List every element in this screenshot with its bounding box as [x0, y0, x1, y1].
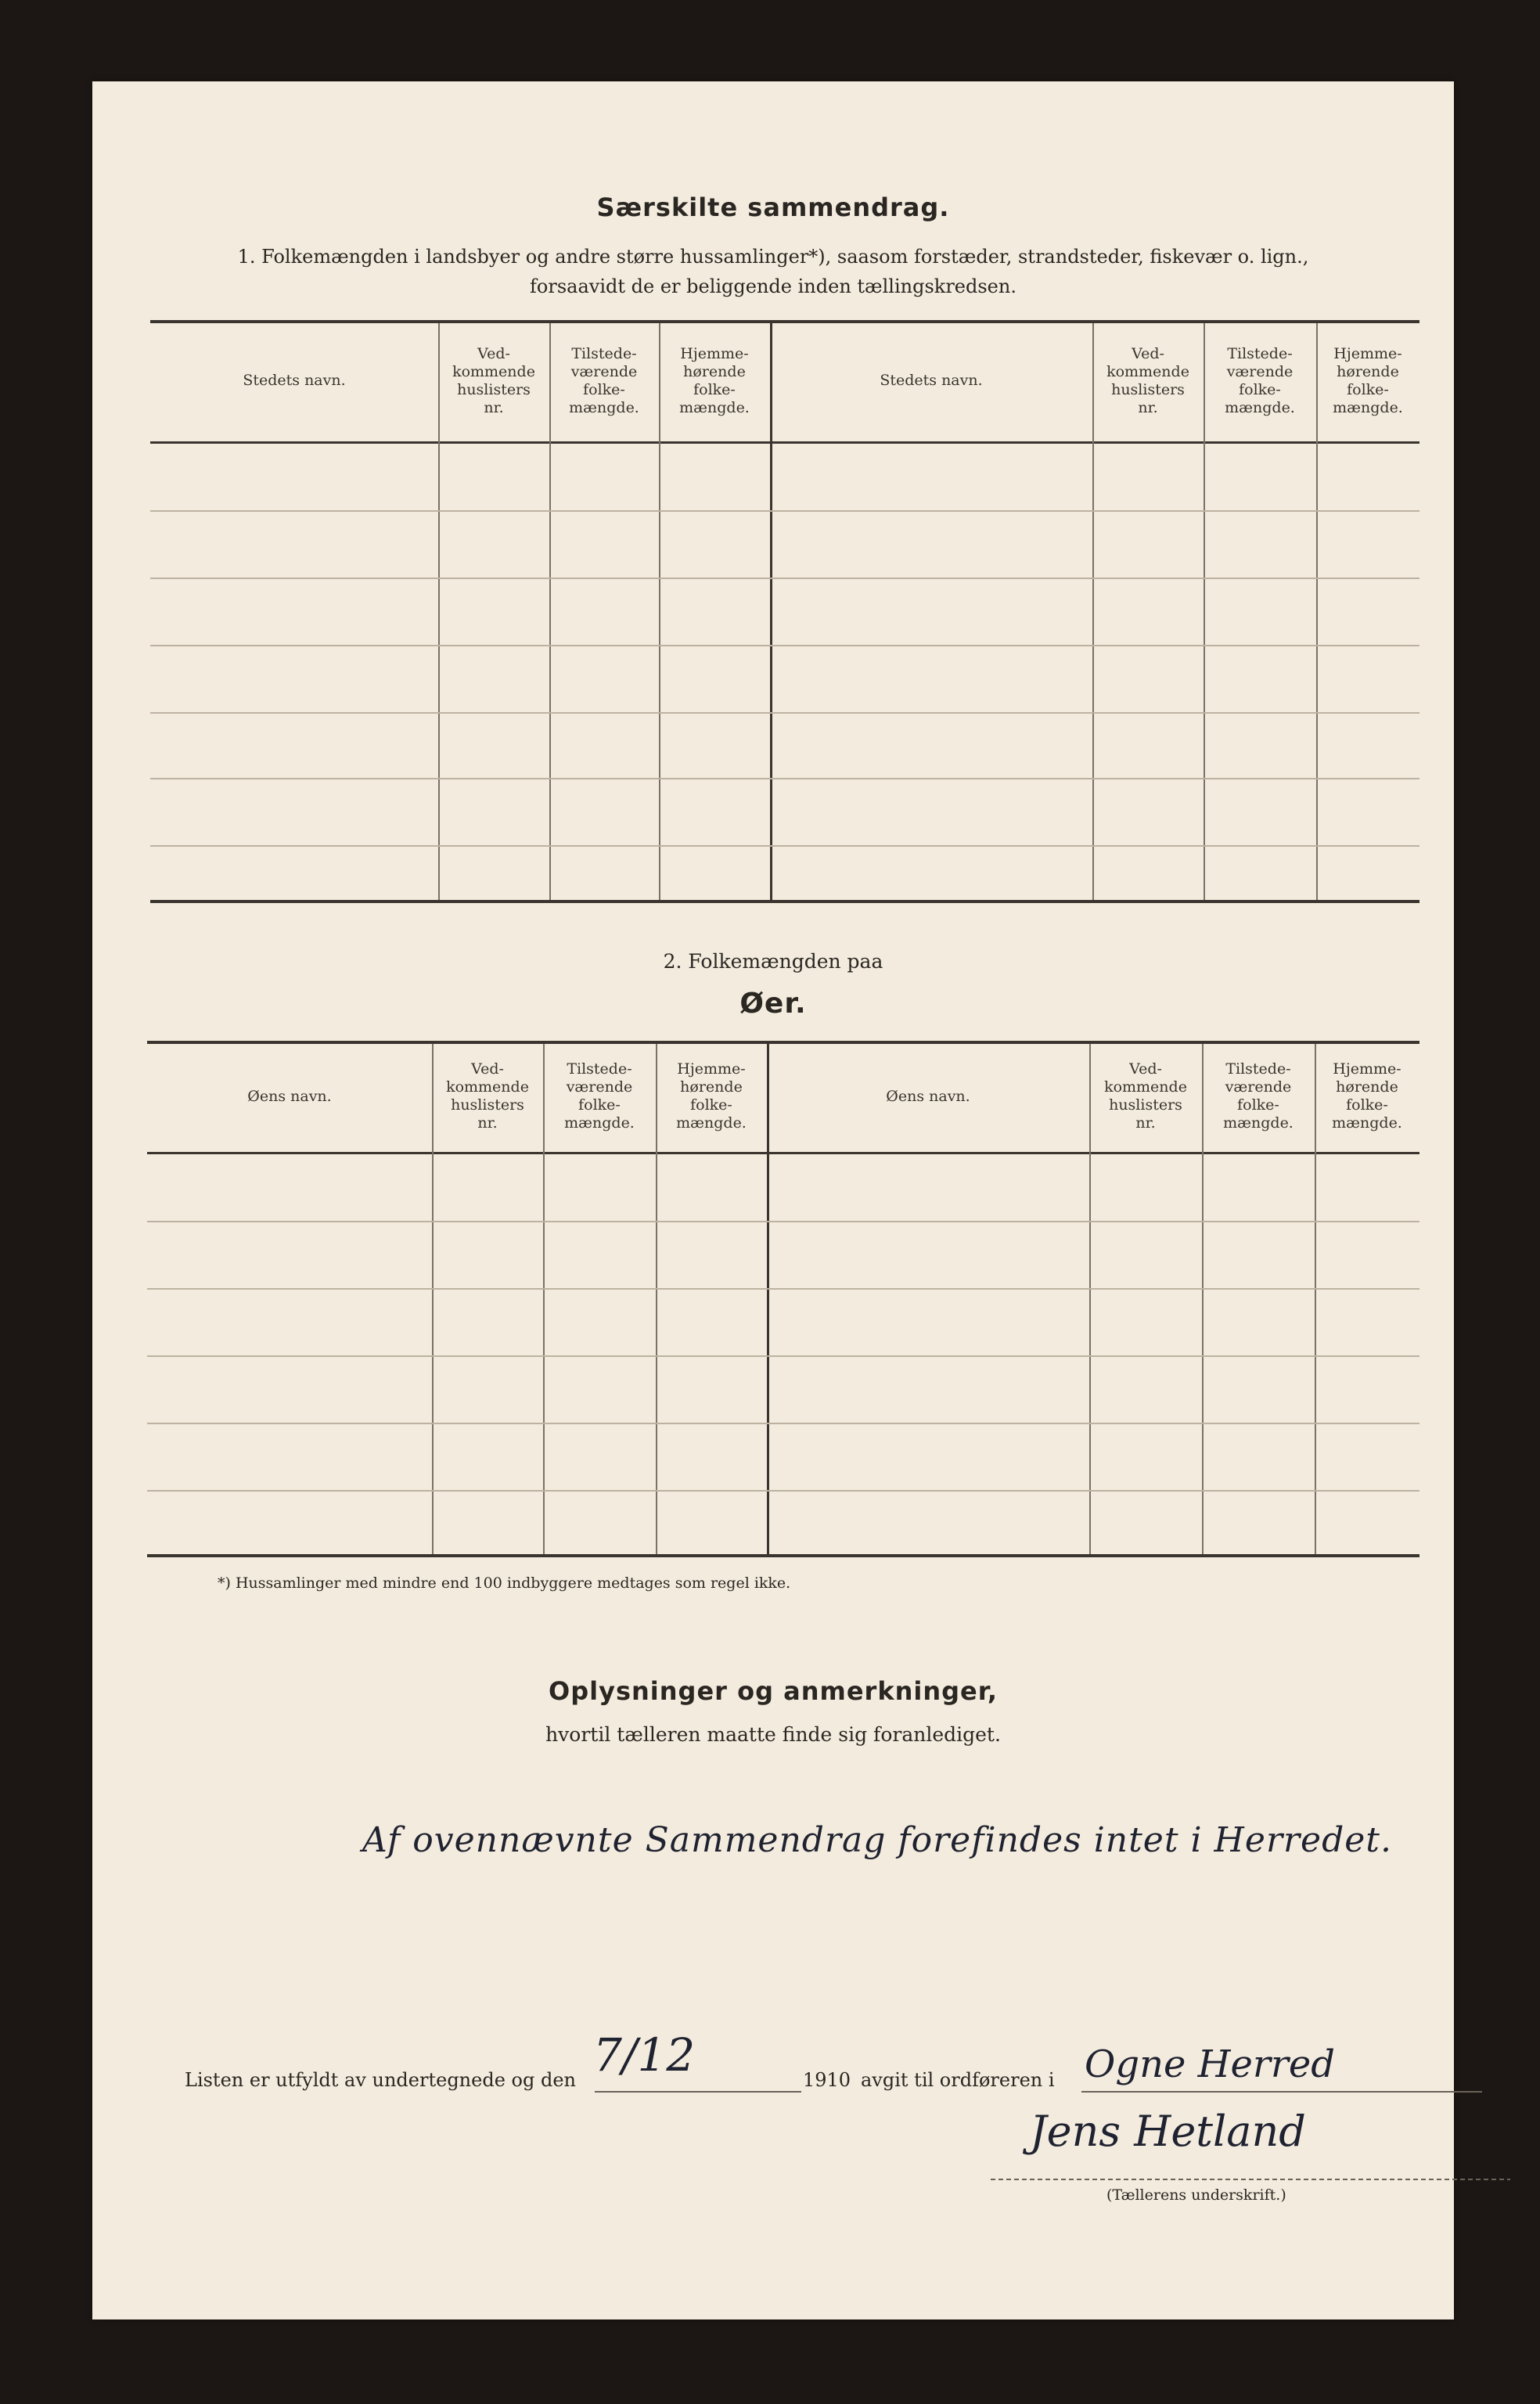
column-header-line: Tilstede- [1227, 344, 1293, 362]
table-row [150, 845, 1419, 847]
column-header [767, 1088, 1089, 1106]
column-header-line: Ved- [471, 1060, 504, 1078]
column-header-line: Ved- [1132, 344, 1164, 362]
column-header-line: huslisters [451, 1096, 524, 1114]
column-header-line: Tilstede- [1225, 1060, 1291, 1078]
column-header-line: mængde. [564, 1114, 635, 1132]
column-header-line: hørende [683, 362, 746, 380]
column-header-line: værende [1225, 1078, 1292, 1096]
table-row [147, 1221, 1419, 1222]
column-header-line: Tilstede- [567, 1060, 632, 1078]
document-page [92, 81, 1454, 2319]
column-header-line: folke- [1239, 380, 1281, 398]
signature-line-middle: avgit til ordføreren i [861, 2069, 1055, 2091]
table-row [147, 1490, 1419, 1492]
column-header-line: folke- [690, 1096, 732, 1114]
section1-heading: 1. Folkemængden i landsbyer og andre større hussamlinger*), saasom forstæder, strandsteder, fiskevær o. lign., [237, 246, 1309, 268]
column-header-line: hørende [1336, 1078, 1398, 1096]
column-header [770, 372, 1092, 390]
column-header [150, 372, 438, 390]
column-header-line: værende [1226, 362, 1294, 380]
column-header [1089, 1060, 1202, 1132]
column-header [659, 345, 770, 417]
column-header-line: kommende [452, 362, 535, 380]
column-divider [767, 1044, 769, 1554]
column-header [543, 1060, 656, 1132]
column-header-line: huslisters [1111, 380, 1185, 398]
signature-line-prefix: Listen er utfyldt av undertegnede og den [185, 2069, 577, 2091]
footnote: *) Hussamlinger med mindre end 100 indbyggere medtages som regel ikke. [218, 1574, 791, 1592]
column-header [656, 1060, 767, 1132]
signature-underline [991, 2179, 1510, 2180]
table-header-rule [147, 1152, 1419, 1154]
column-divider [770, 323, 772, 900]
column-header-line: nr. [1138, 398, 1158, 416]
signature-caption: (Tællerens underskrift.) [1106, 2186, 1286, 2204]
year-text: 1910 [803, 2069, 851, 2091]
column-header-line: huslisters [457, 380, 531, 398]
page-title: Særskilte sammendrag. [596, 193, 950, 222]
column-header-line: Stedets navn. [880, 372, 983, 389]
column-header-line: værende [570, 362, 638, 380]
column-header-line: Hjemme- [677, 1060, 746, 1078]
column-header-line: værende [566, 1078, 633, 1096]
signature-handwritten: Jens Hetland [1030, 2107, 1306, 2156]
column-header-line: Øens navn. [247, 1087, 332, 1105]
table-top-rule [147, 1041, 1419, 1044]
column-header-line: kommende [1106, 362, 1189, 380]
table-top-rule [150, 320, 1419, 323]
column-header-line: mængde. [569, 398, 639, 416]
column-header-line: folke- [1346, 1096, 1388, 1114]
place-handwritten: Ogne Herred [1085, 2042, 1335, 2086]
column-header-line: mængde. [676, 1114, 747, 1132]
column-header [1092, 345, 1204, 417]
column-header-line: huslisters [1109, 1096, 1182, 1114]
table-row [150, 578, 1419, 579]
column-header-line: mængde. [1333, 398, 1403, 416]
remarks-title: Oplysninger og anmerkninger, [549, 1676, 998, 1706]
table-row [150, 778, 1419, 779]
table-bottom-rule [147, 1554, 1419, 1557]
column-header-line: Tilstede- [571, 344, 637, 362]
column-header [147, 1088, 432, 1106]
section2-subheading: Øer. [739, 988, 807, 1020]
column-header-line: mængde. [1332, 1114, 1402, 1132]
table-row [147, 1355, 1419, 1357]
remarks-handwritten-text: Af ovennævnte Sammendrag forefindes intet i Herredet. [362, 1820, 1392, 1860]
column-header-line: Ved- [477, 344, 510, 362]
column-header-line: Ved- [1129, 1060, 1162, 1078]
column-header [1202, 1060, 1315, 1132]
column-header-line: mængde. [1223, 1114, 1294, 1132]
column-header [549, 345, 659, 417]
section2-heading: 2. Folkemængden paa [663, 950, 883, 973]
section1-subheading: forsaavidt de er beliggende inden tællingskredsen. [530, 275, 1016, 297]
column-header-line: nr. [1135, 1114, 1156, 1132]
column-header-line: Hjemme- [1333, 344, 1402, 362]
table-row [150, 645, 1419, 646]
column-header-line: nr. [484, 398, 504, 416]
column-header-line: Hjemme- [1333, 1060, 1401, 1078]
column-header-line: Stedets navn. [243, 372, 346, 389]
column-header-line: Hjemme- [680, 344, 749, 362]
column-header-line: folke- [578, 1096, 621, 1114]
column-header-line: folke- [693, 380, 736, 398]
table-row [147, 1423, 1419, 1424]
column-header-line: kommende [446, 1078, 529, 1096]
column-header [1316, 345, 1419, 417]
column-header-line: nr. [477, 1114, 498, 1132]
column-header-line: folke- [1347, 380, 1389, 398]
table-row [150, 712, 1419, 714]
table-bottom-rule [150, 900, 1419, 903]
column-header-line: hørende [680, 1078, 743, 1096]
column-header-line: folke- [583, 380, 625, 398]
table-header-rule [150, 441, 1419, 444]
column-header-line: Øens navn. [886, 1087, 970, 1105]
date-underline [595, 2091, 801, 2093]
table-row [147, 1288, 1419, 1290]
date-handwritten: 7/12 [593, 2028, 696, 2082]
table-row [150, 510, 1419, 512]
column-header [438, 345, 549, 417]
remarks-subtitle: hvortil tælleren maatte finde sig foranlediget. [545, 1723, 1001, 1746]
column-header-line: hørende [1337, 362, 1399, 380]
column-header-line: mængde. [1225, 398, 1295, 416]
column-header [1204, 345, 1316, 417]
column-header-line: mængde. [679, 398, 750, 416]
column-header-line: kommende [1104, 1078, 1187, 1096]
place-underline [1081, 2091, 1482, 2093]
column-header [1315, 1060, 1419, 1132]
column-header [432, 1060, 543, 1132]
column-header-line: folke- [1237, 1096, 1279, 1114]
